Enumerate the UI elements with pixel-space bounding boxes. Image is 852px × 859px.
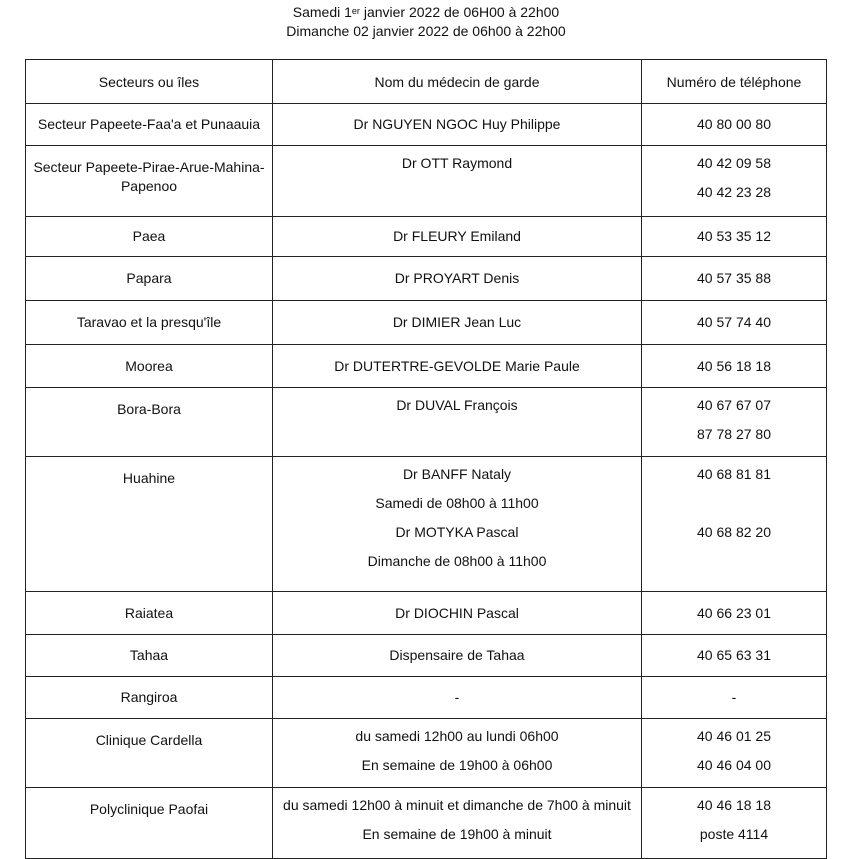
doctor-line: Dr FLEURY Emiland bbox=[393, 228, 521, 244]
phone-number: 40 65 63 31 bbox=[697, 647, 771, 663]
phone-cell bbox=[642, 301, 827, 345]
doctor-line: Dr DIOCHIN Pascal bbox=[395, 604, 519, 621]
phone-number: 40 53 35 12 bbox=[697, 228, 771, 244]
phone-cell bbox=[642, 635, 827, 677]
doctor-cell bbox=[273, 345, 642, 388]
sector-cell bbox=[26, 388, 273, 457]
column-header: Numéro de téléphone bbox=[642, 60, 827, 104]
phone-number: 40 67 67 07 bbox=[697, 397, 771, 413]
sector-cell bbox=[26, 345, 273, 388]
doctor-line: Dr NGUYEN NGOC Huy Philippe bbox=[353, 116, 561, 132]
doctor-cell bbox=[273, 257, 642, 301]
table-row bbox=[26, 457, 827, 592]
doctor-line: Dr PROYART Denis bbox=[394, 270, 520, 286]
doctor-cell bbox=[273, 146, 642, 217]
sector-name: Tahaa bbox=[129, 647, 169, 663]
table-row bbox=[26, 788, 827, 859]
doctor-line: En semaine de 19h00 à 06h00 bbox=[361, 757, 553, 773]
table-header-row bbox=[26, 60, 827, 104]
sector-name: Moorea bbox=[125, 357, 173, 374]
column-header: Secteurs ou îles bbox=[26, 60, 273, 104]
phone-cell bbox=[642, 388, 827, 457]
sector-cell bbox=[26, 301, 273, 345]
sector-cell bbox=[26, 635, 273, 677]
doctor-line: En semaine de 19h00 à minuit bbox=[362, 826, 552, 842]
phone-number: - bbox=[731, 689, 737, 705]
doctor-cell bbox=[273, 104, 642, 146]
sector-cell bbox=[26, 257, 273, 301]
phone-number: 40 57 74 40 bbox=[697, 314, 771, 330]
doctor-line: - bbox=[454, 689, 460, 705]
phone-number: poste 4114 bbox=[699, 826, 769, 842]
table-row bbox=[26, 217, 827, 257]
phone-number: 40 56 18 18 bbox=[697, 357, 771, 374]
doctor-line: Dr BANFF Nataly bbox=[402, 466, 512, 482]
table-row bbox=[26, 345, 827, 388]
header-line-2: Dimanche 02 janvier 2022 de 06h00 à 22h00 bbox=[286, 23, 566, 39]
phone-cell bbox=[642, 719, 827, 788]
phone-number: 40 46 18 18 bbox=[697, 797, 771, 813]
sector-cell bbox=[26, 719, 273, 788]
doctor-line: Dispensaire de Tahaa bbox=[389, 647, 525, 663]
phone-cell bbox=[642, 592, 827, 635]
phone-number bbox=[642, 489, 826, 518]
doctor-cell bbox=[273, 301, 642, 345]
header-time-1: janvier 2022 de 06H00 à 22h00 bbox=[359, 4, 560, 20]
phone-cell bbox=[642, 217, 827, 257]
doctor-line: Dr MOTYKA Pascal bbox=[395, 524, 519, 540]
doctor-cell bbox=[273, 788, 642, 859]
table-row bbox=[26, 677, 827, 719]
sector-name: Huahine bbox=[122, 470, 176, 486]
doctor-line: du samedi 12h00 au lundi 06h00 bbox=[355, 728, 559, 744]
phone-number: 40 80 00 80 bbox=[697, 116, 771, 132]
phone-cell bbox=[642, 788, 827, 859]
sector-cell bbox=[26, 217, 273, 257]
header-ordinal: er bbox=[351, 6, 360, 16]
doctor-line: Dr DUVAL François bbox=[396, 397, 518, 413]
phone-number: 40 46 04 00 bbox=[697, 757, 771, 773]
sector-name: Raiatea bbox=[124, 604, 174, 621]
doctor-line: du samedi 12h00 à minuit et dimanche de 7h00 à minuit bbox=[283, 797, 631, 813]
table-row bbox=[26, 257, 827, 301]
phone-number: 40 57 35 88 bbox=[697, 270, 771, 286]
doctor-cell bbox=[273, 457, 642, 592]
sector-cell bbox=[26, 592, 273, 635]
doctor-cell bbox=[273, 217, 642, 257]
doctor-line: Dr OTT Raymond bbox=[401, 155, 513, 171]
sector-name: Clinique Cardella bbox=[95, 732, 203, 748]
phone-cell bbox=[642, 104, 827, 146]
phone-number: 40 42 23 28 bbox=[697, 184, 771, 200]
sector-cell bbox=[26, 677, 273, 719]
sector-cell bbox=[26, 104, 273, 146]
doctor-line: Dr DUTERTRE-GEVOLDE Marie Paule bbox=[334, 357, 580, 374]
sector-name: Paea bbox=[132, 228, 166, 244]
phone-cell bbox=[642, 677, 827, 719]
table-row bbox=[26, 388, 827, 457]
phone-number bbox=[642, 547, 826, 576]
doctor-cell bbox=[273, 719, 642, 788]
table-row bbox=[26, 104, 827, 146]
table-row bbox=[26, 592, 827, 635]
sector-name: Taravao et la presqu'île bbox=[76, 314, 222, 330]
on-call-table bbox=[25, 59, 827, 859]
sector-name: Rangiroa bbox=[120, 689, 178, 705]
sector-name: Bora-Bora bbox=[117, 401, 181, 417]
sector-cell bbox=[26, 457, 273, 592]
phone-cell bbox=[642, 146, 827, 217]
phone-number: 87 78 27 80 bbox=[697, 426, 771, 442]
header-date-1: Samedi 1 bbox=[292, 4, 352, 20]
doctor-cell bbox=[273, 677, 642, 719]
page-header bbox=[0, 3, 852, 41]
table-row bbox=[26, 146, 827, 217]
doctor-line: Dimanche de 08h00 à 11h00 bbox=[367, 553, 547, 569]
table-body bbox=[26, 104, 827, 859]
table-row bbox=[26, 719, 827, 788]
table-row bbox=[26, 301, 827, 345]
phone-number: 40 68 82 20 bbox=[697, 524, 771, 540]
phone-number: 40 66 23 01 bbox=[697, 604, 771, 621]
sector-name: Secteur Papeete-Faa'a et Punaauia bbox=[37, 116, 261, 132]
phone-cell bbox=[642, 257, 827, 301]
phone-number: 40 68 81 81 bbox=[697, 466, 771, 482]
column-header: Nom du médecin de garde bbox=[273, 60, 642, 104]
phone-cell bbox=[642, 345, 827, 388]
table-row bbox=[26, 635, 827, 677]
phone-cell bbox=[642, 457, 827, 592]
phone-number: 40 46 01 25 bbox=[697, 728, 771, 744]
doctor-line: Dr DIMIER Jean Luc bbox=[392, 314, 522, 330]
doctor-line: Samedi de 08h00 à 11h00 bbox=[375, 495, 539, 511]
sector-cell bbox=[26, 146, 273, 217]
sector-name: Secteur Papeete-Pirae-Arue-Mahina-Papenoo bbox=[33, 159, 265, 194]
sector-name: Polyclinique Paofai bbox=[89, 801, 209, 817]
doctor-cell bbox=[273, 592, 642, 635]
phone-number: 40 42 09 58 bbox=[697, 155, 771, 171]
doctor-cell bbox=[273, 388, 642, 457]
doctor-cell bbox=[273, 635, 642, 677]
header-line-1 bbox=[0, 3, 852, 22]
sector-cell bbox=[26, 788, 273, 859]
sector-name: Papara bbox=[126, 270, 172, 286]
